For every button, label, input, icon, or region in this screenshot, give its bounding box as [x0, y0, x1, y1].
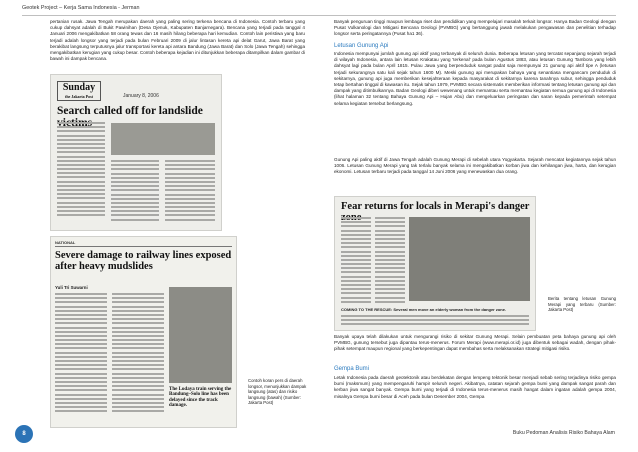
text-column [112, 293, 164, 414]
text-column [341, 315, 529, 328]
earthquake-paragraph: Letak Indonesia pada daerah geotektonik atau berdekatan dengan lempeng tektonik besar menjadi sebab sering terjadinya risiko gempa bumi (maksmum) yang mempengaruhi hampir seluruh negeri. Akibatnya, catatan sejarah gempa bumi yang dampak sangat parah dan kerban jiwa sangat banyak. Gempa bumi yang terjadi di Indonesia terus-menerus masih hangat dalam ingatan adalah gempa 2004, misalnya Gempa bumi besar di Aceh pada bulan Desember 2004, Gempa [334, 375, 616, 399]
heading-earthquake: Gempa Bumi [334, 366, 370, 372]
clip-date: January 8, 2006 [123, 93, 159, 99]
masthead-sunday: Sunday [62, 82, 96, 93]
text-column [55, 293, 107, 414]
newspaper-clip-merapi [334, 196, 536, 331]
section-rule [55, 246, 232, 247]
photo-caption: COMING TO THE RESCUE: Several men move an elderly woman from the danger zone. [341, 307, 507, 312]
clip-headline: Severe damage to railway lines exposed after heavy mudslides [55, 250, 232, 273]
masthead-box [57, 81, 101, 101]
masthead-brand: the Jakarta Post [65, 94, 93, 99]
merapi-mitigation-paragraph: Banyak upaya telah dilakukan untuk mengurangi risiko di sekitar Gunung Merapi. Selain pembuatan peta bahaya gunung api oleh PVMBG, gunung tersebut juga dipantau terus-menerus. Forum Merapi (www.merapi.or.id) juga dibentuk sebagai wadah, dengan pihak-pihak setempat maupun regional yang berkepentingan dapat membahas serta melaksanakan strategi mitigasi risiko. [334, 334, 616, 352]
document-header: Geotek Project – Kerja Sama Indonesia - Jerman [22, 5, 140, 11]
clip-headline: Search called off for landslide [57, 105, 203, 117]
page-number-badge: 8 [15, 425, 33, 443]
railway-photo [169, 287, 232, 383]
text-column [375, 217, 405, 305]
header-divider [22, 15, 616, 16]
left-intro-paragraph: pertanian rusak. Jawa Tengah merupakan daerah yang paling sering terkena bencana di Indonesia. Contoh terbaru yang cukup dahsyat adalah di Bukit Pawinihan (Desa Ojenuk, Kabupaten Banjarnegara). Bencana yang terjadi pada tanggal 4 Januari 2006 mengakibatkan 58 orang tewas dan 16 masih hilang beberapa hari kemudian. Contoh lain peristiwa yang baru terjadi adalah longsor yang terjadi pada bulan Februari 2009 di jalur lintasan kereta api delat Garut, Jawa Barat yang berakibat langsung terputusnya jalur transportasi kereta api antara Bandung (Jawa Barat) dan Solo (Jawa Tengah) sehingga mengakibatkan kerugian yang cukup besar. Contoh beberapa kejadian ini ditunjukkan beberapa ditampilkan dalam gambar di bawah ini dampak bencana. [50, 19, 305, 62]
volcano-paragraph-1: Indonesia mempunyai jumlah gunung api aktif yang terbanyak di seluruh dunia. Beberapa letusan yang tercatat sepanjang sejarah terjadi di wilayah Indonesia, antara lain letusan Krakatau yang 'terkenal' pada bulan Agustus 1883, atau letusan Gunung Tambora yang lebih dahsyat lagi pada bulan April 1815. Pulau Jawa yang berpenduduk sangat padat saja mempunyai 21 gunung api aktif tipe A (letusan terjadi sekurangnya satu kali sejak tahun 1600 M). Meski gunung api merupakan bahaya yang senantiasa mengancam penduduk di sekitarnya, gunung api juga memberikan kesejahteraan kepada masyarakat di sekitarnya karena tanahnya subur, sehingga penduduk tetap bertahan tinggal di kawasan itu. Sejak tahun 1979, PVMBG secara sistematis memberikan informasi tentang letusan gunung api dan dampak yang ditimbulkannya. Badan Geologi diberi wewenang untuk memantau serta memantau kegiatan semua gunung api di Indonesia (lihat halaman 32 tentang Bahaya Gunung Api – Hujan Abu) dan mengeluarkan peringatan dan saran kepada pemerintah setempat selama kegiatan tersebut berlangsung. [334, 51, 616, 106]
clip-caption-left: Contoh koran pers di daerah longsor, menunjukkan dampak langsung (atas) dan risiko langsung (bawah) (Sumber: Jakarta Post) [248, 378, 307, 406]
newspaper-clip-railway [50, 236, 237, 428]
newspaper-clip-landslide [50, 74, 222, 231]
text-column [341, 217, 371, 305]
clip-byline: Yuli Tri Suwarni [55, 285, 88, 290]
news-photo [111, 123, 215, 155]
text-column [57, 122, 105, 218]
clip-headline: Fear returns for locals in Merapi's danger [341, 201, 530, 212]
clip-caption-right: Berita tentang letusan Gunung Merapi yang terbaru (Sumber: Jakarta Post) [548, 296, 616, 313]
footer-title: Buku Pedoman Analisis Risiko Bahaya Alam [512, 430, 615, 436]
text-column [111, 160, 159, 223]
clip-section: NATIONAL [55, 240, 76, 245]
volcano-paragraph-2: Gunung Api paling aktif di Jawa Tengah adalah Gunung Merapi di sebelah utara Yogyakarta. Sejarah mencatat kegiatannya sejak tahun 1006. Letusan Gunung Merapi yang tak terlalu banyak selama ini mengakibatkan korban jiwa dan kehilangan jiwa, harta, dan kerugian ekonomi. Letusan terbaru terjadi pada tanggal 14 Juni 2006 yang menewaskan dua orang. [334, 157, 616, 175]
photo-caption: The Lodaya train serving the Bandung–Solo line has been delayed since the track damage. [169, 387, 232, 408]
text-column [165, 160, 215, 223]
heading-volcano: Letusan Gunung Api [334, 43, 389, 49]
right-intro-paragraph: Banyak penguruan tinggi maupun lembaga riset dan pendidikan yang mempelajari masalah terkait longsor. Hanya Badan Geologi dengan Pusat Vulkanologi dan Mitigasi Bencana Geologi (PVMBG) yang bertanggung jawab melakukan pengawasan dan penelitian terhadap longsor serta peringatannya (Pusat ha1 36). [334, 19, 616, 37]
merapi-photo [409, 217, 530, 301]
